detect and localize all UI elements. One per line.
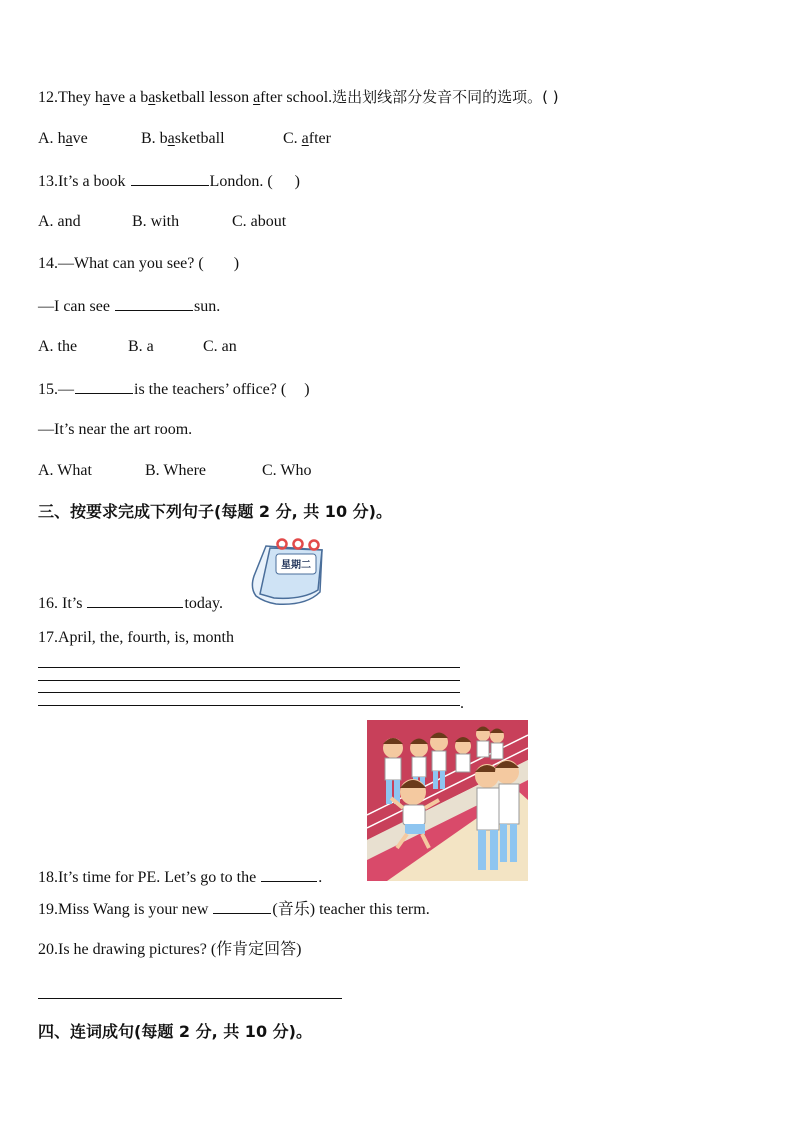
stem-text: is the teachers’ office? ( bbox=[134, 381, 287, 398]
answer-blank[interactable] bbox=[213, 898, 271, 914]
option-a[interactable] bbox=[38, 129, 88, 149]
period: . bbox=[460, 695, 464, 712]
answer-blank[interactable] bbox=[115, 295, 193, 311]
option-letter: A. bbox=[38, 130, 54, 147]
stem-text: sun. bbox=[193, 298, 221, 315]
option-c[interactable]: C. an bbox=[203, 338, 237, 355]
question-12 bbox=[38, 87, 559, 108]
answer-line[interactable] bbox=[38, 680, 460, 681]
playground-illustration bbox=[367, 720, 528, 881]
answer-line[interactable] bbox=[38, 998, 342, 999]
question-17 bbox=[38, 628, 234, 648]
calendar-text: 星期二 bbox=[281, 560, 311, 571]
stem-text: sketball lesson bbox=[155, 89, 254, 106]
option-text: h bbox=[57, 130, 66, 147]
stem-text: It’s time for PE. Let’s go to the bbox=[58, 869, 261, 886]
stem-text: (音乐) teacher this term. bbox=[272, 901, 430, 918]
option-b[interactable]: B. with bbox=[132, 213, 180, 230]
question-number: 12. bbox=[38, 89, 58, 106]
stem-text: —What can you see? ( bbox=[58, 255, 204, 272]
question-16 bbox=[38, 592, 223, 614]
instruction-text: 选出划线部分发音不同的选项。( ) bbox=[332, 88, 559, 106]
option-a[interactable]: A. What bbox=[38, 462, 92, 479]
option-a[interactable]: A. the bbox=[38, 338, 78, 355]
stem-text: It’s a book bbox=[58, 173, 130, 190]
underlined-letter: a bbox=[102, 89, 110, 106]
stem-text: Is he drawing pictures? (作肯定回答) bbox=[58, 941, 302, 958]
section-4-heading: 四、连词成句(每题 2 分, 共 10 分)。 bbox=[38, 1022, 312, 1041]
option-c[interactable]: C. Who bbox=[262, 462, 312, 479]
option-text: ve bbox=[72, 130, 88, 147]
stem-text: today. bbox=[184, 595, 223, 612]
option-c[interactable]: C. about bbox=[232, 213, 287, 230]
question-15-line2: —It’s near the art room. bbox=[38, 421, 193, 438]
question-number: 15. bbox=[38, 381, 58, 398]
option-text: b bbox=[159, 130, 168, 147]
stem-text: It’s bbox=[62, 595, 87, 612]
stem-text: . bbox=[318, 869, 323, 886]
stem-text: London. ( bbox=[209, 173, 273, 190]
question-15 bbox=[38, 378, 310, 400]
paren-close: ) bbox=[304, 381, 310, 398]
stem-text: — bbox=[58, 381, 74, 398]
stem-text: ve a b bbox=[109, 89, 149, 106]
question-14 bbox=[38, 254, 239, 274]
stem-text: They h bbox=[58, 89, 103, 106]
question-number: 16. bbox=[38, 595, 58, 612]
question-number: 13. bbox=[38, 173, 58, 190]
question-18 bbox=[38, 866, 322, 888]
answer-blank[interactable] bbox=[87, 592, 183, 608]
stem-text: —I can see bbox=[38, 298, 114, 315]
option-c[interactable] bbox=[283, 129, 331, 149]
answer-blank[interactable] bbox=[131, 170, 209, 186]
option-b[interactable]: B. Where bbox=[145, 462, 207, 479]
question-20 bbox=[38, 940, 302, 960]
underlined-letter: a bbox=[301, 130, 309, 147]
stem-text: fter school. bbox=[260, 89, 333, 106]
answer-line[interactable] bbox=[38, 692, 460, 693]
underlined-letter: a bbox=[167, 130, 175, 147]
underlined-letter: a bbox=[148, 89, 156, 106]
option-b[interactable]: B. a bbox=[128, 338, 154, 355]
paren-close: ) bbox=[233, 255, 240, 272]
calendar-icon bbox=[246, 536, 328, 608]
watching-students bbox=[475, 760, 519, 870]
underlined-letter: a bbox=[65, 130, 73, 147]
question-number: 20. bbox=[38, 941, 58, 958]
option-b[interactable] bbox=[141, 129, 225, 149]
answer-blank[interactable] bbox=[261, 866, 317, 882]
option-text: sketball bbox=[174, 130, 225, 147]
section-3-heading: 三、按要求完成下列句子(每题 2 分, 共 10 分)。 bbox=[38, 502, 392, 521]
question-number: 19. bbox=[38, 901, 58, 918]
stem-text: Miss Wang is your new bbox=[58, 901, 213, 918]
stem-text: April, the, fourth, is, month bbox=[58, 629, 234, 646]
option-letter: C. bbox=[283, 130, 298, 147]
question-19 bbox=[38, 898, 430, 920]
answer-line[interactable] bbox=[38, 667, 460, 668]
answer-blank[interactable] bbox=[75, 378, 133, 394]
option-a[interactable]: A. and bbox=[38, 213, 81, 230]
question-number: 18. bbox=[38, 869, 58, 886]
question-number: 17. bbox=[38, 629, 58, 646]
question-number: 14. bbox=[38, 255, 58, 272]
question-14-line2 bbox=[38, 295, 220, 317]
answer-line[interactable] bbox=[38, 705, 460, 706]
option-letter: B. bbox=[141, 130, 156, 147]
paren-close: ) bbox=[294, 173, 300, 190]
underlined-letter: a bbox=[253, 89, 261, 106]
question-13 bbox=[38, 170, 300, 192]
option-text: fter bbox=[308, 130, 331, 147]
